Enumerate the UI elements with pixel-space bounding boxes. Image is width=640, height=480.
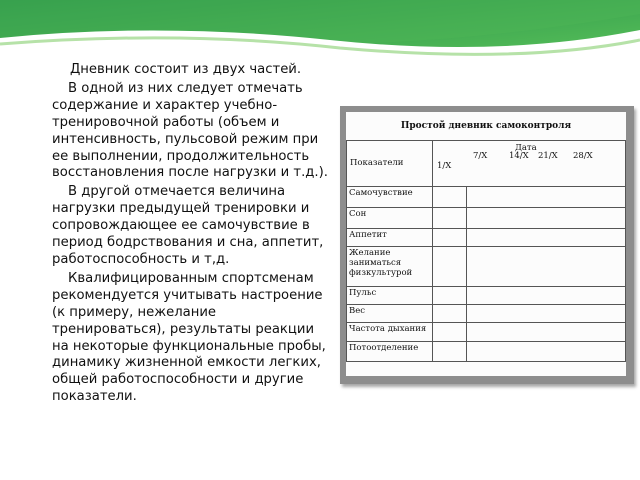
paragraph: Квалифицированным спортсменам рекомендуется учитывать настроение (к примеру, нежелание тренироваться), результаты реакции на некоторые функциональные пробы, динамику жизненной емкости легких, общей работоспособности и другие показатели.: [52, 270, 326, 405]
table-cell: [466, 229, 625, 247]
table-cell: [466, 342, 625, 362]
row-label: Желание заниматься физкультурой: [347, 247, 433, 287]
table-cell: [466, 208, 625, 229]
date-column-label: 14/X: [508, 151, 529, 161]
date-header: Дата: [514, 143, 537, 153]
table-cell: [432, 342, 466, 362]
table-cell: [466, 323, 625, 342]
row-label: Сон: [347, 208, 433, 229]
paragraph: Дневник состоит из двух частей.: [70, 62, 302, 77]
table-cell: [466, 305, 625, 323]
date-column-label: 7/X: [472, 151, 488, 161]
date-column-label: 28/X: [572, 151, 593, 161]
row-label: Частота дыхания: [347, 323, 433, 342]
indicators-header: Показатели: [350, 158, 404, 168]
table-cell: [432, 287, 466, 305]
indicators-header-cell: [347, 141, 433, 187]
diary-sheet: [346, 112, 626, 376]
table-cell: [466, 187, 625, 208]
row-label: Аппетит: [347, 229, 433, 247]
date-column-label: 21/X: [537, 151, 558, 161]
row-label: Вес: [347, 305, 433, 323]
table-cell: [432, 323, 466, 342]
date-header-cell: [432, 141, 625, 187]
diary-table: [346, 140, 626, 362]
row-label: Самочувствие: [347, 187, 433, 208]
table-cell: [466, 287, 625, 305]
row-label: Потоотделение: [347, 342, 433, 362]
paragraph: В другой отмечается величина нагрузки предыдущей тренировки и сопровождающее ее самочувствие в период бодрствования и сна, аппетит, работоспособность и т,д.: [52, 184, 324, 267]
table-cell: [466, 247, 625, 287]
table-cell: [432, 187, 466, 208]
diary-figure: [340, 106, 634, 384]
date-column-label: 1/X: [436, 161, 452, 171]
diary-title: Простой дневник самоконтроля: [400, 121, 572, 131]
table-cell: [432, 305, 466, 323]
table-cell: [432, 229, 466, 247]
decorative-header-banner: [0, 0, 640, 64]
body-text: [52, 62, 328, 408]
row-label: Пульс: [347, 287, 433, 305]
table-cell: [432, 247, 466, 287]
table-cell: [432, 208, 466, 229]
paragraph: В одной из них следует отмечать содержание и характер учебно-тренировочной работы (объем и интенсивность, пульсовой режим при ее выполнении, продолжительность восстановления после нагрузки и т.д.).: [52, 80, 328, 181]
